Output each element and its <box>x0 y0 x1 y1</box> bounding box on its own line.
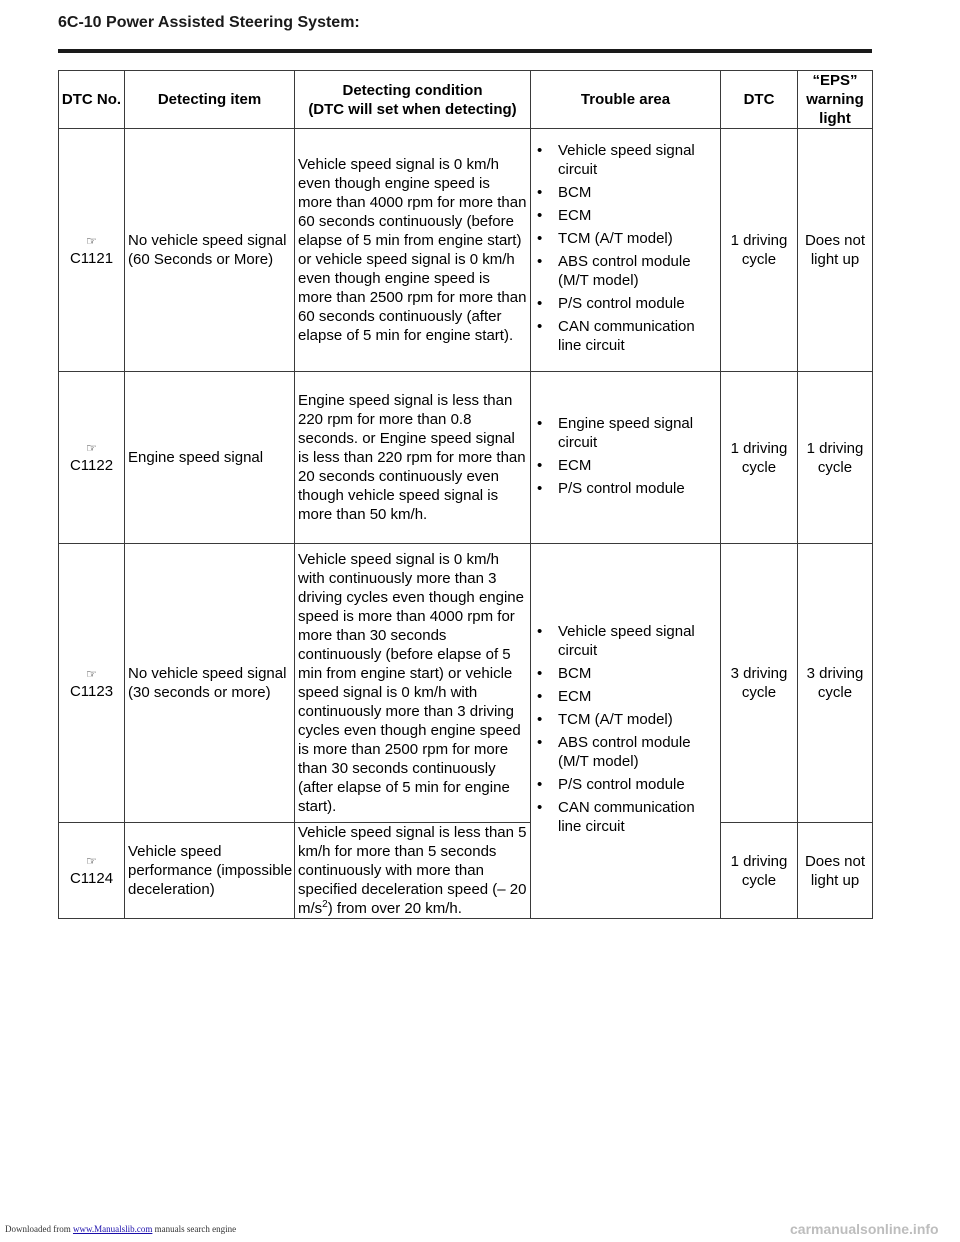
dtc-code: C1121 <box>69 249 114 267</box>
list-item: • ECM <box>537 206 716 225</box>
detecting-condition: Vehicle speed signal is 0 km/h with continuously more than 3 driving cycles even though engine speed is more than 4000 rpm for more than 30 seconds continuously (before elapse of 5 min from engine start) or vehicle speed signal is 0 km/h with continuously more than 3 driving cycles even though engine speed is more than 2500 rpm for more than 30 seconds continuously (after elapse of 5 min for engine start). <box>295 544 531 823</box>
footer-suffix: manuals search engine <box>154 1224 237 1234</box>
detecting-item: No vehicle speed signal (60 Seconds or More) <box>125 129 295 372</box>
watermark: carmanualsonline.info <box>790 1221 939 1237</box>
manualslib-link[interactable]: www.Manualslib.com <box>72 1224 153 1234</box>
dtc-cycle: 1 driving cycle <box>721 129 798 372</box>
dtc-no-cell <box>59 823 125 919</box>
col-detecting-item: Detecting item <box>125 71 295 129</box>
page-title: 6C-10 Power Assisted Steering System: <box>58 14 360 31</box>
eps-warning-light: Does not light up <box>798 823 873 919</box>
list-item: • TCM (A/T model) <box>537 710 716 729</box>
reference-icon[interactable]: ☞ <box>86 441 97 455</box>
table-row <box>59 372 873 544</box>
col-eps-warning-light: “EPS” warning light <box>798 71 873 129</box>
dtc-table <box>58 70 873 919</box>
list-item: • ABS control module (M/T model) <box>537 252 716 290</box>
page-header <box>58 5 872 49</box>
trouble-area-cell <box>531 129 721 372</box>
header-rule <box>58 49 872 53</box>
list-item: • ECM <box>537 456 716 475</box>
trouble-area-list <box>531 141 720 355</box>
eps-warning-light: 1 driving cycle <box>798 372 873 544</box>
dtc-code: C1124 <box>69 870 114 887</box>
dtc-cycle: 1 driving cycle <box>721 823 798 919</box>
eps-warning-light: Does not light up <box>798 129 873 372</box>
reference-icon[interactable]: ☞ <box>86 666 97 681</box>
list-item: • P/S control module <box>537 479 716 498</box>
trouble-area-list <box>531 414 720 498</box>
dtc-cycle: 3 driving cycle <box>721 544 798 823</box>
detecting-condition: Vehicle speed signal is less than 5 km/h for more than 5 seconds continuously with more than specified deceleration speed (– 20 $m/s^2$) from over 20 km/h. <box>295 823 531 919</box>
list-item: • CAN communication line circuit <box>537 317 716 355</box>
footer-prefix: Downloaded from <box>5 1224 71 1234</box>
list-item: • Vehicle speed signal circuit <box>537 141 716 179</box>
table-row <box>59 129 873 372</box>
table-header-row <box>59 71 873 129</box>
dtc-cycle: 1 driving cycle <box>721 372 798 544</box>
trouble-area-list <box>531 622 720 836</box>
list-item: • ABS control module (M/T model) <box>537 733 716 771</box>
list-item: • CAN communication line circuit <box>537 798 716 836</box>
list-item: • ECM <box>537 687 716 706</box>
dtc-no-cell <box>59 544 125 823</box>
detecting-item: Engine speed signal <box>125 372 295 544</box>
dtc-code: C1123 <box>69 682 114 700</box>
list-item: • Vehicle speed signal circuit <box>537 622 716 660</box>
list-item: • Engine speed signal circuit <box>537 414 716 452</box>
list-item: • BCM <box>537 664 716 683</box>
reference-icon[interactable]: ☞ <box>86 233 97 248</box>
list-item: • P/S control module <box>537 775 716 794</box>
list-item: • TCM (A/T model) <box>537 229 716 248</box>
reference-icon[interactable]: ☞ <box>86 854 97 868</box>
download-footer <box>5 1224 236 1234</box>
table-row <box>59 823 873 919</box>
detecting-condition: Engine speed signal is less than 220 rpm for more than 0.8 seconds. or Engine speed signal is less than 220 rpm for more than 20 seconds continuously even though vehicle speed signal is more than 50 km/h. <box>295 372 531 544</box>
col-detecting-condition: Detecting condition (DTC will set when detecting) <box>295 71 531 129</box>
list-item: • P/S control module <box>537 294 716 313</box>
eps-warning-light: 3 driving cycle <box>798 544 873 823</box>
table-row <box>59 544 873 823</box>
detecting-item: Vehicle speed performance (impossible deceleration) <box>125 823 295 919</box>
trouble-area-cell <box>531 372 721 544</box>
detecting-condition: Vehicle speed signal is 0 km/h even though engine speed is more than 4000 rpm for more than 60 seconds continuously (before elapse of 5 min from engine start) or vehicle speed signal is 0 km/h even though engine speed is more than 2500 rpm for more than 60 seconds continuously (after elapse of 5 min for engine start). <box>295 129 531 372</box>
dtc-no-cell <box>59 129 125 372</box>
list-item: • BCM <box>537 183 716 202</box>
dtc-code: C1122 <box>69 457 114 474</box>
col-dtc-no: DTC No. <box>59 71 125 129</box>
dtc-no-cell <box>59 372 125 544</box>
col-trouble-area: Trouble area <box>531 71 721 129</box>
trouble-area-cell <box>531 544 721 919</box>
col-dtc: DTC <box>721 71 798 129</box>
detecting-item: No vehicle speed signal (30 seconds or more) <box>125 544 295 823</box>
